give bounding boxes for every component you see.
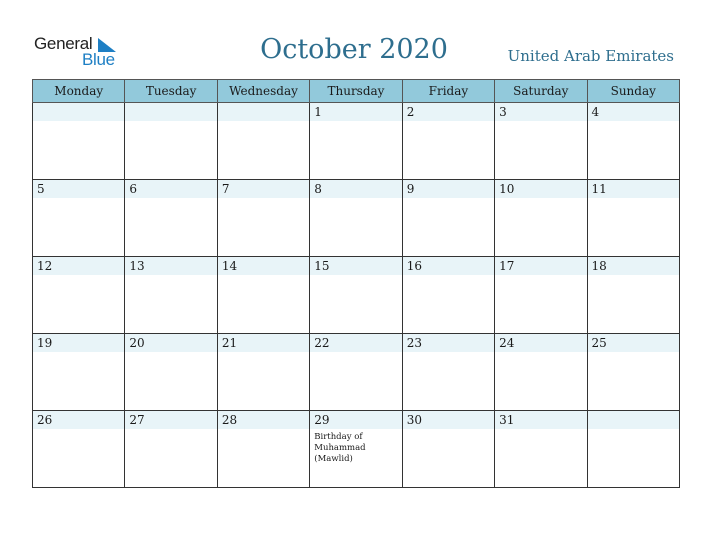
- day-cell: [587, 411, 679, 488]
- day-number: 10: [499, 182, 515, 196]
- day-cell: [217, 334, 309, 411]
- day-number: 22: [314, 336, 330, 350]
- day-cell-band: [125, 103, 216, 121]
- day-number: 7: [221, 182, 230, 196]
- day-number: 28: [221, 413, 238, 427]
- week-row: [33, 257, 680, 334]
- day-cell: [495, 103, 587, 180]
- weekday-header-row: [33, 80, 680, 103]
- day-number: 16: [406, 259, 422, 273]
- day-cell: [310, 334, 402, 411]
- day-number: 8: [314, 182, 322, 196]
- day-cell-band: [33, 180, 124, 198]
- day-cell: [310, 257, 402, 334]
- weekday-header: Saturday: [495, 80, 587, 103]
- day-cell: [33, 411, 125, 488]
- day-cell-band: [403, 180, 494, 198]
- day-number: 19: [37, 336, 53, 350]
- week-row: [33, 103, 680, 180]
- weekday-header: Tuesday: [125, 80, 217, 103]
- day-number: 9: [406, 182, 415, 196]
- day-cell: [125, 180, 217, 257]
- day-cell: [125, 257, 217, 334]
- day-number: 25: [591, 336, 607, 350]
- day-cell: [310, 411, 402, 488]
- day-cell: [495, 180, 587, 257]
- day-cell: [217, 411, 309, 488]
- day-cell: [125, 103, 217, 180]
- day-number: 15: [314, 259, 330, 273]
- day-cell: [587, 334, 679, 411]
- day-number: 24: [499, 336, 515, 350]
- day-cell: [310, 180, 402, 257]
- day-cell: [402, 334, 494, 411]
- day-number: 21: [221, 336, 238, 350]
- day-number: 17: [499, 259, 515, 273]
- day-number: 27: [129, 413, 145, 427]
- day-number: 30: [406, 413, 422, 427]
- day-cell: [33, 103, 125, 180]
- day-cell: [495, 334, 587, 411]
- day-cell: [33, 257, 125, 334]
- weekday-header: Friday: [402, 80, 494, 103]
- day-number: 23: [406, 336, 422, 350]
- day-cell-band: [125, 180, 216, 198]
- day-number: 18: [591, 259, 607, 273]
- day-cell: [217, 257, 309, 334]
- day-number: 6: [129, 182, 138, 196]
- day-cell: [587, 180, 679, 257]
- holiday-event: Birthday of Muhammad (Mawlid): [314, 432, 366, 464]
- week-row: [33, 411, 680, 488]
- day-cell: [587, 103, 679, 180]
- day-cell-band: [218, 103, 309, 121]
- day-cell: [310, 103, 402, 180]
- day-cell-band: [495, 103, 586, 121]
- day-cell: [33, 334, 125, 411]
- day-cell: [33, 180, 125, 257]
- calendar-grid: [32, 79, 680, 488]
- day-number: 13: [129, 259, 145, 273]
- week-row: [33, 334, 680, 411]
- day-cell-band: [218, 180, 309, 198]
- day-cell-band: [310, 180, 401, 198]
- day-cell: [495, 411, 587, 488]
- day-cell-band: [588, 103, 679, 121]
- logo-blue-text: Blue: [82, 50, 115, 69]
- country-name: United Arab Emirates: [507, 47, 674, 65]
- day-number: 14: [221, 259, 238, 273]
- weekday-header: Wednesday: [217, 80, 309, 103]
- day-cell: [402, 257, 494, 334]
- day-number: 11: [591, 182, 607, 196]
- day-cell: [217, 103, 309, 180]
- day-number: 3: [499, 105, 507, 119]
- day-number: 1: [314, 105, 322, 119]
- day-number: 5: [37, 182, 45, 196]
- day-number: 20: [129, 336, 145, 350]
- weekday-header: Sunday: [587, 80, 679, 103]
- day-cell: [402, 103, 494, 180]
- day-cell: [402, 411, 494, 488]
- day-number: 12: [37, 259, 53, 273]
- day-cell: [587, 257, 679, 334]
- day-cell: [125, 411, 217, 488]
- logo-general-text: General: [34, 34, 93, 53]
- day-number: 29: [314, 413, 330, 427]
- day-cell-band: [403, 103, 494, 121]
- calendar-title: October 2020: [260, 34, 448, 65]
- weekday-header: Thursday: [310, 80, 402, 103]
- day-number: 31: [499, 413, 515, 427]
- day-cell: [217, 180, 309, 257]
- day-number: 2: [406, 105, 415, 119]
- day-cell: [495, 257, 587, 334]
- day-number: 4: [591, 105, 600, 119]
- day-cell-band: [588, 411, 679, 429]
- week-row: [33, 180, 680, 257]
- day-cell: [402, 180, 494, 257]
- day-number: 26: [37, 413, 53, 427]
- day-cell-band: [33, 103, 124, 121]
- day-cell: [125, 334, 217, 411]
- day-cell-band: [310, 103, 401, 121]
- weekday-header: Monday: [33, 80, 125, 103]
